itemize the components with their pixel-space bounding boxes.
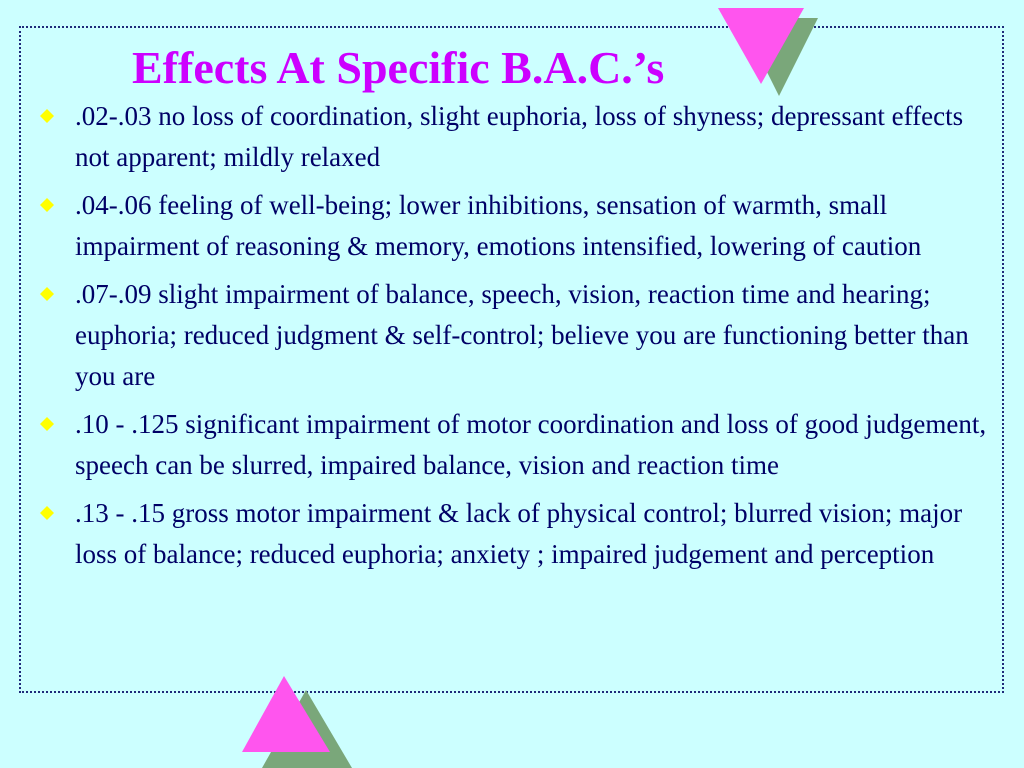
bullet-text: .10 - .125 significant impairment of motor coordination and loss of good judgement, speech can be slurred, impaired balance, vision and reaction time <box>75 409 987 480</box>
bullet-item <box>40 185 990 267</box>
bullet-text: .13 - .15 gross motor impairment & lack of physical control; blurred vision; major loss of balance; reduced euphoria; anxiety ; impaired judgement and perception <box>75 498 963 569</box>
bullet-text: .02-.03 no loss of coordination, slight euphoria, loss of shyness; depressant effects not apparent; mildly relaxed <box>75 101 964 172</box>
bullet-list <box>40 96 990 582</box>
bullet-item <box>40 96 990 178</box>
decorative-triangle-top <box>716 0 826 100</box>
bullet-text: .07-.09 slight impairment of balance, speech, vision, reaction time and hearing; euphoria; reduced judgment & self-control; believe you are functioning better than you are <box>75 279 969 391</box>
diamond-bullet-icon <box>40 109 54 123</box>
decorative-triangle-bottom <box>238 674 358 768</box>
bullet-item <box>40 274 990 397</box>
diamond-bullet-icon <box>40 417 54 431</box>
diamond-bullet-icon <box>40 198 54 212</box>
diamond-bullet-icon <box>40 287 54 301</box>
bullet-text: .04-.06 feeling of well-being; lower inhibitions, sensation of warmth, small impairment of reasoning & memory, emotions intensified, lowering of caution <box>75 190 922 261</box>
diamond-bullet-icon <box>40 506 54 520</box>
bullet-item <box>40 493 990 575</box>
bullet-item <box>40 404 990 486</box>
slide-title: Effects At Specific B.A.C.’s <box>132 42 665 93</box>
